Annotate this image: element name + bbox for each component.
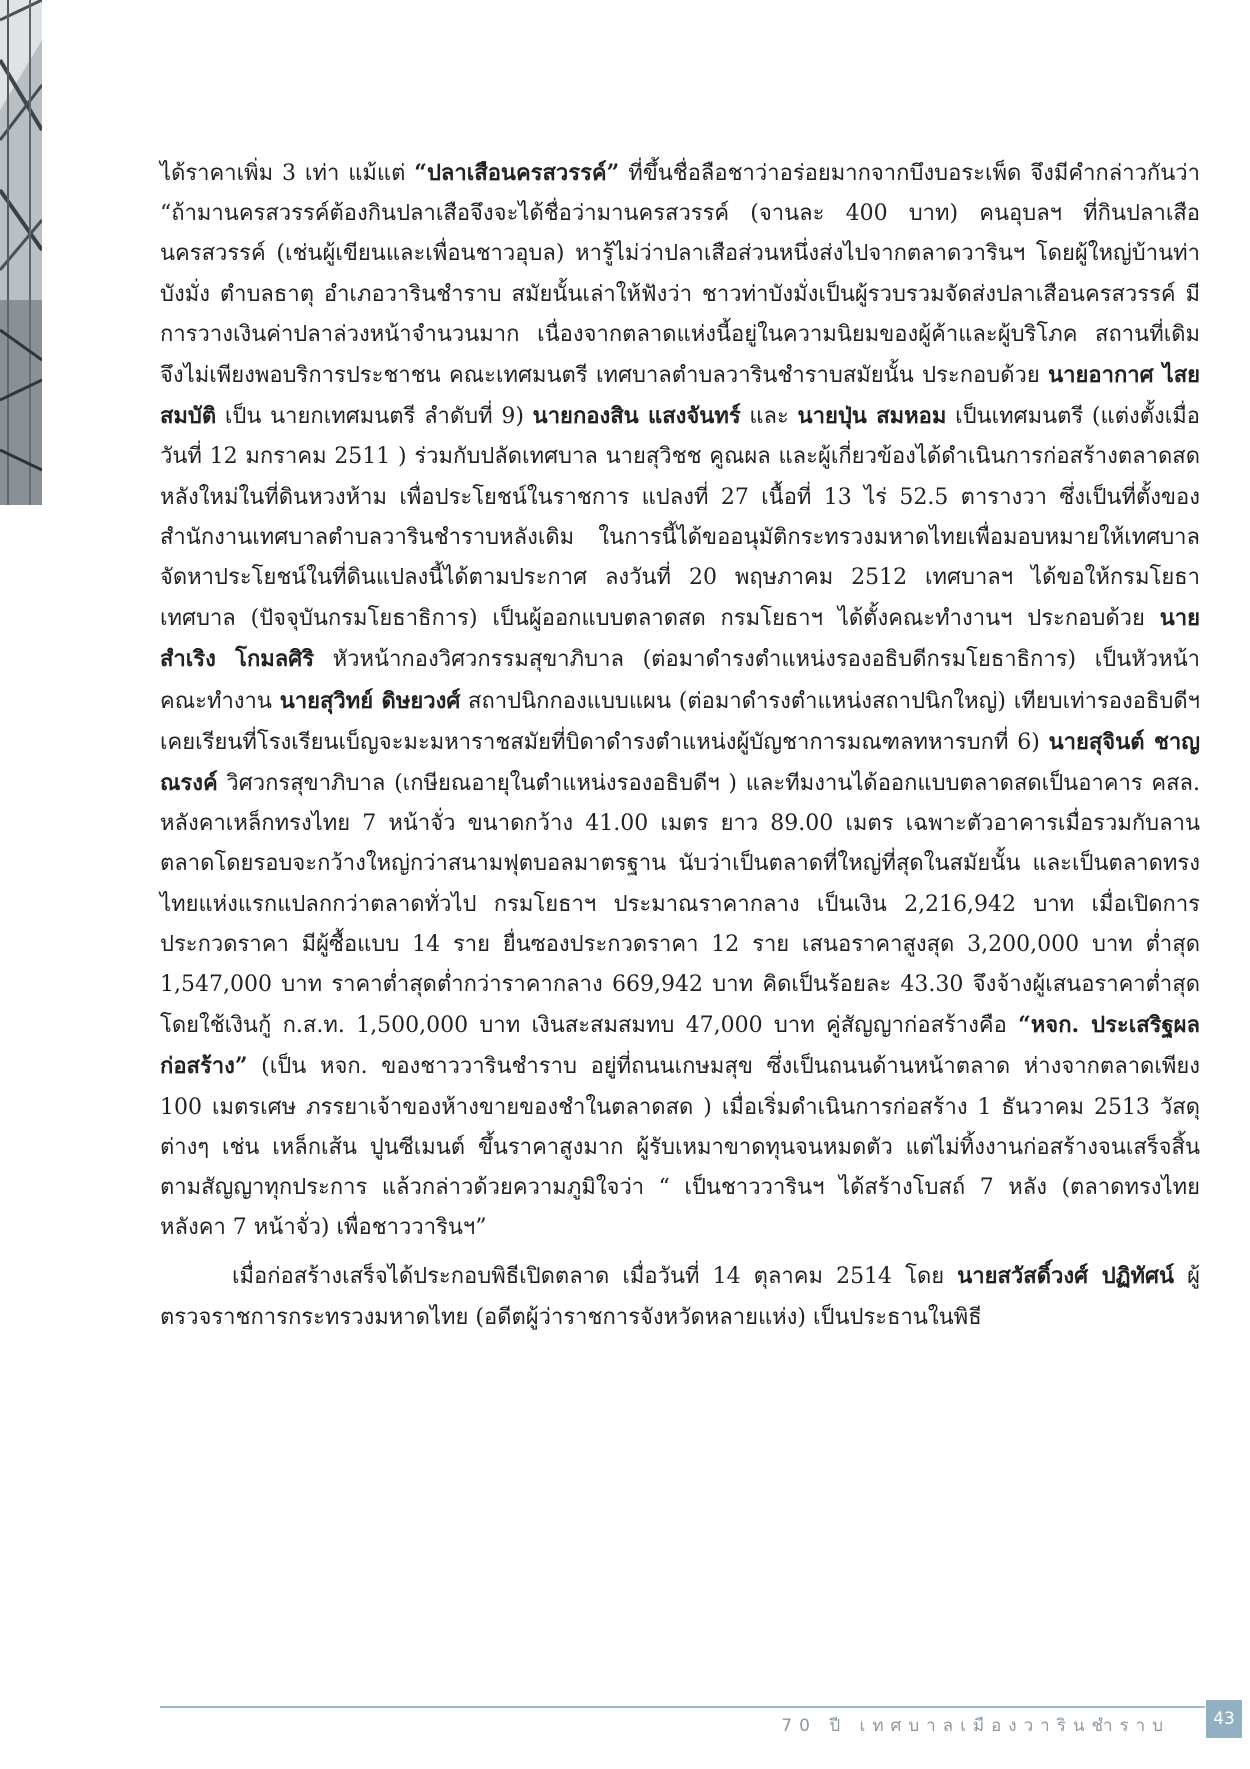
page-number: 43 (1206, 1700, 1242, 1738)
decorative-photo-strip (0, 0, 42, 505)
running-title: 70 ปี เทศบาลเมืองวารินชำราบ (781, 1716, 1170, 1736)
text-run: ได้ราคาเพิ่ม 3 เท่า แม้แต่ (160, 161, 415, 186)
building-photo (0, 0, 42, 505)
bold-text-run: “หจก. ประเสริฐผลก่อสร้าง” (160, 1012, 1201, 1080)
body-text (160, 153, 1200, 1338)
text-run: เป็นเทศมนตรี (แต่งตั้งเมื่อวันที่ 12 มกราคม 2511 ) ร่วมกับปลัดเทศบาล นายสุวิชช คูณผล และผู้เกี่ยวข้องได้ดำเนินการก่อสร้างตลาดสดหลังใหม่ในที่ดินหวงห้าม เพื่อประโยชน์ในราชการ แปลงที่ 27 เนื้อที่ 13 ไร่ 52.5 ตารางวา ซึ่งเป็นที่ตั้งของสำนักงานเทศบาลตำบลวารินชำราบหลังเดิม ในการนี้ได้ขออนุมัติกระทรวงมหาดไทยเพื่อมอบหมายให้เทศบาลจัดหาประโยชน์ในที่ดินแปลงนี้ได้ตามประกาศ ลงวันที่ 20 พฤษภาคม 2512 เทศบาลฯ ได้ขอให้กรมโยธาเทศบาล (ปัจจุบันกรมโยธาธิการ) เป็นผู้ออกแบบตลาดสด กรมโยธาฯ ได้ตั้งคณะทำงานฯ ประกอบด้วย (160, 404, 1200, 632)
bold-text-run: นายอากาศ ไสยสมบัติ (160, 362, 1201, 430)
bold-text-run: นายสุจินต์ ชาญณรงค์ (160, 728, 1200, 797)
text-run: เป็น นายกเทศมนตรี ลำดับที่ 9) (216, 404, 533, 430)
bold-text-run: นายสุวิทย์ ดิษยวงศ์ (279, 687, 461, 714)
text-run: และ (740, 404, 798, 430)
text-run: เมื่อก่อสร้างเสร็จได้ประกอบพิธีเปิดตลาด เมื่อวันที่ 14 ตุลาคม 2514 โดย (232, 1264, 958, 1290)
bold-text-run: นายสวัสดิ์วงศ์ ปฏิทัศน์ (957, 1263, 1175, 1290)
text-run: หัวหน้ากองวิศวกรรมสุขาภิบาล (ต่อมาดำรงตำแหน่งรองอธิบดีกรมโยธาธิการ) เป็นหัวหน้าคณะทำงาน (160, 647, 1201, 714)
paragraph-1 (160, 153, 1200, 1248)
text-run: ที่ขึ้นชื่อลือชาว่าอร่อยมากจากบึงบอระเพ็ด จึงมีคำกล่าวกันว่า “ถ้ามานครสวรรค์ต้องกินปลาเสือจึงจะได้ชื่อว่ามานครสวรรค์ (จานละ 400 บาท) คนอุบลฯ ที่กินปลาเสือนครสวรรค์ (เช่นผู้เขียนและเพื่อนชาวอุบล) หารู้ไม่ว่าปลาเสือส่วนหนึ่งส่งไปจากตลาดวารินฯ โดยผู้ใหญ่บ้านท่าบังมั่ง ตำบลธาตุ อำเภอวารินชำราบ สมัยนั้นเล่าให้ฟังว่า ชาวท่าบังมั่งเป็นผู้รวบรวมจัดส่งปลาเสือนครสวรรค์ มีการวางเงินค่าปลาล่วงหน้าจำนวนมาก เนื่องจากตลาดแห่งนี้อยู่ในความนิยมของผู้ค้าและผู้บริโภค สถานที่เดิมจึงไม่เพียงพอบริการประชาชน คณะเทศมนตรี เทศบาลตำบลวารินชำราบสมัยนั้น ประกอบด้วย (160, 161, 1200, 389)
text-run: วิศวกรสุขาภิบาล (เกษียณอายุในตำแหน่งรองอธิบดีฯ ) และทีมงานได้ออกแบบตลาดสดเป็นอาคาร คสล. หลังคาเหล็กทรงไทย 7 หน้าจั่ว ขนาดกว้าง 41.00 เมตร ยาว 89.00 เมตร เฉพาะตัวอาคารเมื่อรวมกับลานตลาดโดยรอบจะกว้างใหญ่กว่าสนามฟุตบอลมาตรฐาน นับว่าเป็นตลาดที่ใหญ่ที่สุดในสมัยนั้น และเป็นตลาดทรงไทยแห่งแรกแปลกกว่าตลาดทั่วไป กรมโยธาฯ ประมาณราคากลาง เป็นเงิน 2,216,942 บาท เมื่อเปิดการประกวดราคา มีผู้ซื้อแบบ 14 ราย ยื่นซองประกวดราคา 12 ราย เสนอราคาสูงสุด 3,200,000 บาท ต่ำสุด 1,547,000 บาท ราคาต่ำสุดต่ำกว่าราคากลาง 669,942 บาท คิดเป็นร้อยละ 43.30 จึงจ้างผู้เสนอราคาต่ำสุด โดยใช้เงินกู้ ก.ส.ท. 1,500,000 บาท เงินสะสมสมทบ 47,000 บาท คู่สัญญาก่อสร้างคือ (160, 771, 1200, 1039)
text-run: ผู้ตรวจราชการกระทรวงมหาดไทย (อดีตผู้ว่าราชการจังหวัดหลายแห่ง) เป็นประธานในพิธี (160, 1264, 1200, 1330)
text-run: (เป็น หจก. ของชาววารินชำราบ อยู่ที่ถนนเกษมสุข ซึ่งเป็นถนนด้านหน้าตลาด ห่างจากตลาดเพียง 100 เมตรเศษ ภรรยาเจ้าของห้างขายของชำในตลาดสด ) เมื่อเริ่มดำเนินการก่อสร้าง 1 ธันวาคม 2513 วัสดุต่างๆ เช่น เหล็กเส้น ปูนซีเมนต์ ขึ้นราคาสูงมาก ผู้รับเหมาขาดทุนจนหมดตัว แต่ไม่ทิ้งงานก่อสร้างจนเสร็จสิ้นตามสัญญาทุกประการ แล้วกล่าวด้วยความภูมิใจว่า “ เป็นชาววารินฯ ได้สร้างโบสถ์ 7 หลัง (ตลาดทรงไทยหลังคา 7 หน้าจั่ว) เพื่อชาววารินฯ” (160, 1054, 1200, 1241)
bold-text-run: นายสำเริง โกมลศิริ (160, 605, 1200, 673)
bold-text-run: “ปลาเสือนครสวรรค์” (414, 160, 620, 186)
bold-text-run: นายปุ่น สมหอม (797, 403, 947, 430)
text-run: สถาปนิกกองแบบแผน (ต่อมาดำรงตำแหน่งสถาปนิกใหญ่) เทียบเท่ารองอธิบดีฯ เคยเรียนที่โรงเรียนเบ็ญจะมะมหาราชสมัยที่บิดาดำรงตำแหน่งผู้บัญชาการมณฑลทหารบกที่ 6) (160, 688, 1200, 755)
bold-text-run: นายกองสิน แสงจันทร์ (532, 403, 741, 430)
footer-divider (160, 1706, 1205, 1708)
paragraph-2 (160, 1256, 1200, 1337)
